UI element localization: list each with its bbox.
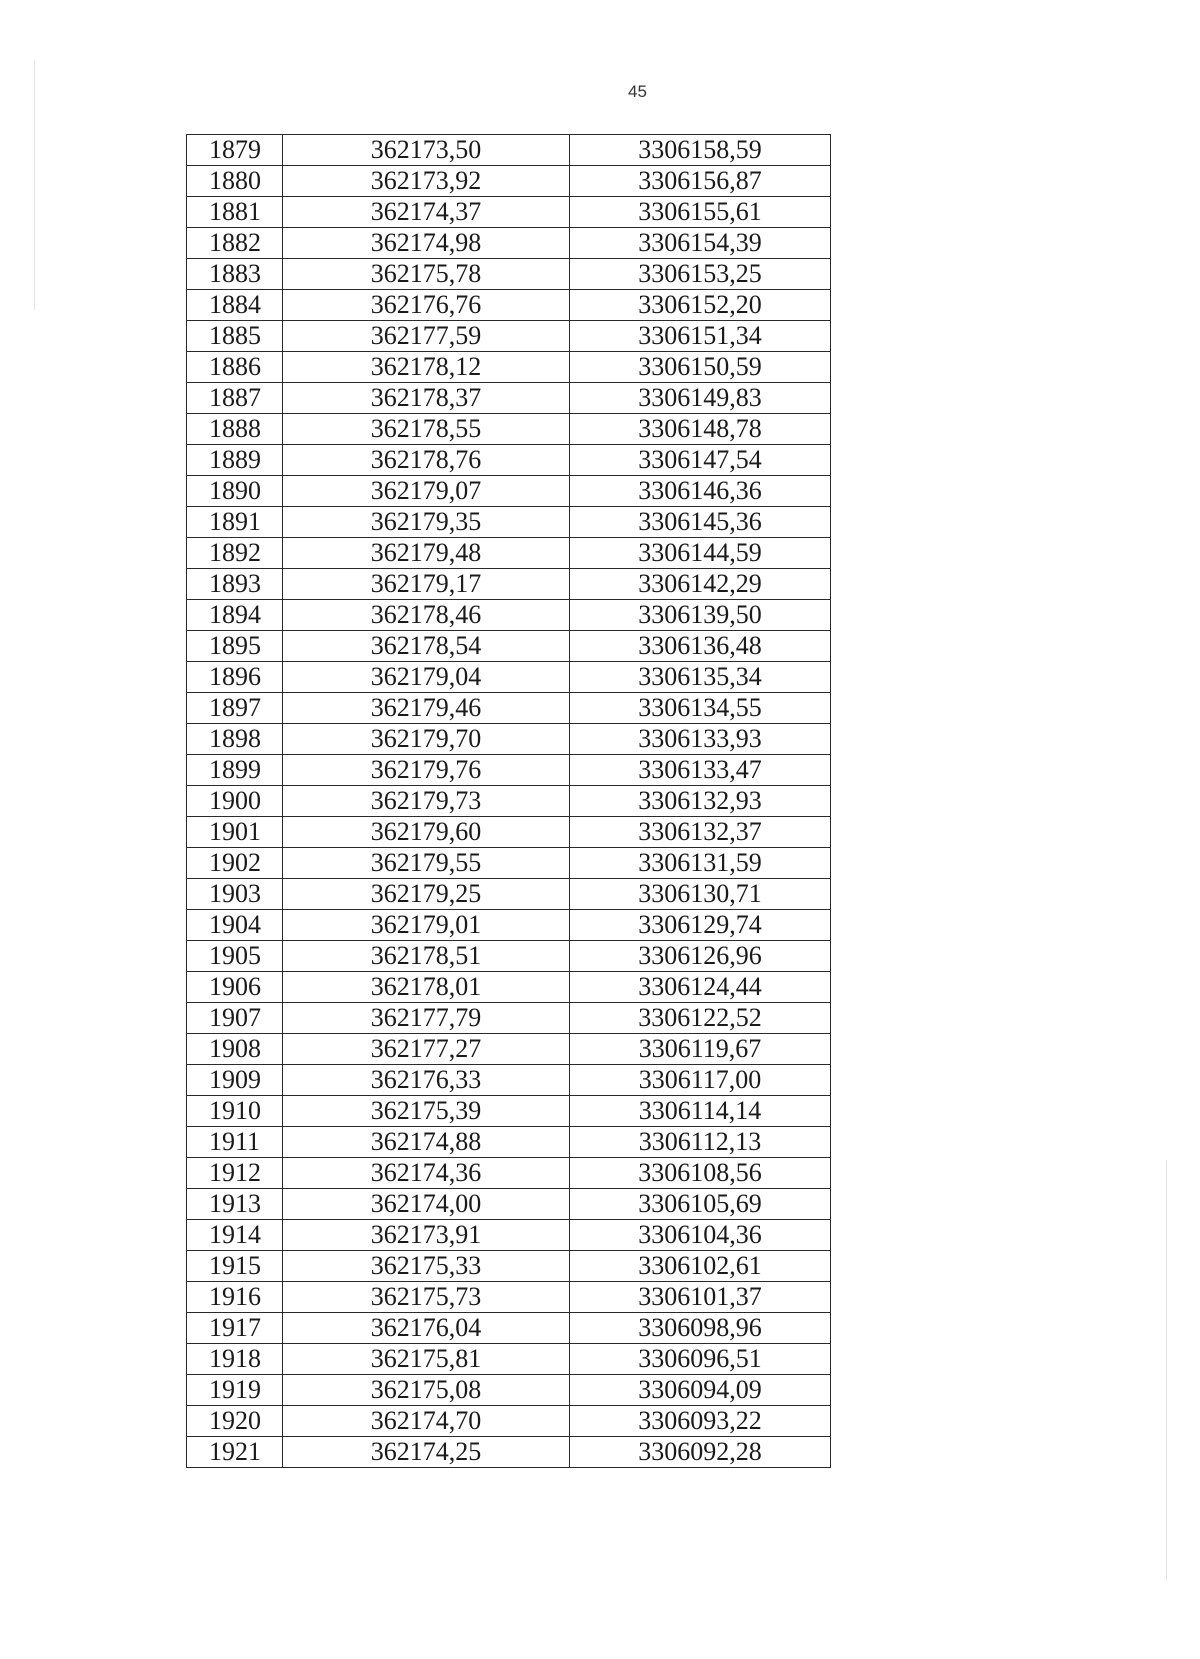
x-coordinate-cell: 362173,91 [283,1220,570,1251]
y-coordinate-cell: 3306133,47 [570,755,831,786]
y-coordinate-cell: 3306117,00 [570,1065,831,1096]
y-coordinate-cell: 3306093,22 [570,1406,831,1437]
point-number-cell: 1885 [187,321,283,352]
x-coordinate-cell: 362175,78 [283,259,570,290]
scan-artifact-left [34,60,35,310]
point-number-cell: 1900 [187,786,283,817]
table-row [187,972,831,1003]
table-row [187,1375,831,1406]
x-coordinate-cell: 362179,73 [283,786,570,817]
scan-artifact-right [1166,1160,1167,1580]
y-coordinate-cell: 3306146,36 [570,476,831,507]
x-coordinate-cell: 362174,88 [283,1127,570,1158]
x-coordinate-cell: 362174,00 [283,1189,570,1220]
table-row [187,1282,831,1313]
point-number-cell: 1882 [187,228,283,259]
point-number-cell: 1888 [187,414,283,445]
y-coordinate-cell: 3306150,59 [570,352,831,383]
y-coordinate-cell: 3306101,37 [570,1282,831,1313]
table-row [187,352,831,383]
x-coordinate-cell: 362175,39 [283,1096,570,1127]
x-coordinate-cell: 362178,55 [283,414,570,445]
y-coordinate-cell: 3306131,59 [570,848,831,879]
y-coordinate-cell: 3306119,67 [570,1034,831,1065]
y-coordinate-cell: 3306105,69 [570,1189,831,1220]
table-row [187,259,831,290]
point-number-cell: 1881 [187,197,283,228]
point-number-cell: 1913 [187,1189,283,1220]
table-row [187,507,831,538]
table-row [187,197,831,228]
x-coordinate-cell: 362174,36 [283,1158,570,1189]
y-coordinate-cell: 3306147,54 [570,445,831,476]
y-coordinate-cell: 3306145,36 [570,507,831,538]
x-coordinate-cell: 362179,17 [283,569,570,600]
x-coordinate-cell: 362177,27 [283,1034,570,1065]
point-number-cell: 1904 [187,910,283,941]
x-coordinate-cell: 362175,33 [283,1251,570,1282]
x-coordinate-cell: 362179,25 [283,879,570,910]
table-row [187,135,831,166]
point-number-cell: 1909 [187,1065,283,1096]
point-number-cell: 1897 [187,693,283,724]
point-number-cell: 1911 [187,1127,283,1158]
y-coordinate-cell: 3306142,29 [570,569,831,600]
coordinates-table [186,134,831,1468]
x-coordinate-cell: 362176,33 [283,1065,570,1096]
table-row [187,600,831,631]
y-coordinate-cell: 3306098,96 [570,1313,831,1344]
point-number-cell: 1892 [187,538,283,569]
table-row [187,1437,831,1468]
point-number-cell: 1912 [187,1158,283,1189]
x-coordinate-cell: 362174,25 [283,1437,570,1468]
point-number-cell: 1914 [187,1220,283,1251]
y-coordinate-cell: 3306130,71 [570,879,831,910]
table-row [187,910,831,941]
point-number-cell: 1895 [187,631,283,662]
y-coordinate-cell: 3306151,34 [570,321,831,352]
y-coordinate-cell: 3306132,93 [570,786,831,817]
x-coordinate-cell: 362179,48 [283,538,570,569]
x-coordinate-cell: 362178,12 [283,352,570,383]
y-coordinate-cell: 3306148,78 [570,414,831,445]
table-row [187,1406,831,1437]
point-number-cell: 1879 [187,135,283,166]
y-coordinate-cell: 3306149,83 [570,383,831,414]
point-number-cell: 1917 [187,1313,283,1344]
x-coordinate-cell: 362175,08 [283,1375,570,1406]
y-coordinate-cell: 3306108,56 [570,1158,831,1189]
point-number-cell: 1896 [187,662,283,693]
x-coordinate-cell: 362178,51 [283,941,570,972]
table-row [187,631,831,662]
y-coordinate-cell: 3306114,14 [570,1096,831,1127]
x-coordinate-cell: 362174,98 [283,228,570,259]
x-coordinate-cell: 362178,37 [283,383,570,414]
table-row [187,1127,831,1158]
table-row [187,1251,831,1282]
table-row [187,817,831,848]
y-coordinate-cell: 3306124,44 [570,972,831,1003]
x-coordinate-cell: 362175,73 [283,1282,570,1313]
x-coordinate-cell: 362173,92 [283,166,570,197]
y-coordinate-cell: 3306156,87 [570,166,831,197]
table-row [187,1158,831,1189]
y-coordinate-cell: 3306136,48 [570,631,831,662]
point-number-cell: 1891 [187,507,283,538]
table-row [187,786,831,817]
x-coordinate-cell: 362175,81 [283,1344,570,1375]
x-coordinate-cell: 362176,76 [283,290,570,321]
x-coordinate-cell: 362176,04 [283,1313,570,1344]
x-coordinate-cell: 362178,54 [283,631,570,662]
x-coordinate-cell: 362179,55 [283,848,570,879]
point-number-cell: 1921 [187,1437,283,1468]
x-coordinate-cell: 362173,50 [283,135,570,166]
y-coordinate-cell: 3306154,39 [570,228,831,259]
table-row [187,1313,831,1344]
y-coordinate-cell: 3306153,25 [570,259,831,290]
point-number-cell: 1919 [187,1375,283,1406]
table-row [187,538,831,569]
x-coordinate-cell: 362174,70 [283,1406,570,1437]
y-coordinate-cell: 3306092,28 [570,1437,831,1468]
table-row [187,1003,831,1034]
point-number-cell: 1889 [187,445,283,476]
y-coordinate-cell: 3306096,51 [570,1344,831,1375]
table-row [187,321,831,352]
point-number-cell: 1884 [187,290,283,321]
table-row [187,383,831,414]
x-coordinate-cell: 362178,01 [283,972,570,1003]
table-row [187,1189,831,1220]
point-number-cell: 1899 [187,755,283,786]
point-number-cell: 1906 [187,972,283,1003]
y-coordinate-cell: 3306133,93 [570,724,831,755]
y-coordinate-cell: 3306126,96 [570,941,831,972]
table-row [187,228,831,259]
x-coordinate-cell: 362179,70 [283,724,570,755]
y-coordinate-cell: 3306122,52 [570,1003,831,1034]
table-row [187,693,831,724]
y-coordinate-cell: 3306155,61 [570,197,831,228]
y-coordinate-cell: 3306139,50 [570,600,831,631]
point-number-cell: 1890 [187,476,283,507]
y-coordinate-cell: 3306104,36 [570,1220,831,1251]
point-number-cell: 1918 [187,1344,283,1375]
point-number-cell: 1887 [187,383,283,414]
y-coordinate-cell: 3306102,61 [570,1251,831,1282]
table-row [187,848,831,879]
table-row [187,941,831,972]
x-coordinate-cell: 362179,46 [283,693,570,724]
table-row [187,290,831,321]
table-row [187,414,831,445]
table-row [187,1344,831,1375]
point-number-cell: 1910 [187,1096,283,1127]
x-coordinate-cell: 362177,59 [283,321,570,352]
y-coordinate-cell: 3306134,55 [570,693,831,724]
x-coordinate-cell: 362174,37 [283,197,570,228]
point-number-cell: 1886 [187,352,283,383]
x-coordinate-cell: 362178,46 [283,600,570,631]
table-row [187,724,831,755]
y-coordinate-cell: 3306144,59 [570,538,831,569]
table-row [187,1220,831,1251]
table-row [187,476,831,507]
point-number-cell: 1908 [187,1034,283,1065]
point-number-cell: 1907 [187,1003,283,1034]
y-coordinate-cell: 3306135,34 [570,662,831,693]
table-row [187,879,831,910]
point-number-cell: 1903 [187,879,283,910]
y-coordinate-cell: 3306158,59 [570,135,831,166]
table-row [187,569,831,600]
point-number-cell: 1905 [187,941,283,972]
point-number-cell: 1902 [187,848,283,879]
point-number-cell: 1901 [187,817,283,848]
table-row [187,1096,831,1127]
x-coordinate-cell: 362179,35 [283,507,570,538]
x-coordinate-cell: 362179,01 [283,910,570,941]
x-coordinate-cell: 362179,07 [283,476,570,507]
page-number: 45 [628,82,647,101]
coordinates-table-body [187,135,831,1468]
table-row [187,1065,831,1096]
y-coordinate-cell: 3306094,09 [570,1375,831,1406]
x-coordinate-cell: 362179,76 [283,755,570,786]
x-coordinate-cell: 362178,76 [283,445,570,476]
point-number-cell: 1894 [187,600,283,631]
point-number-cell: 1916 [187,1282,283,1313]
x-coordinate-cell: 362177,79 [283,1003,570,1034]
point-number-cell: 1880 [187,166,283,197]
y-coordinate-cell: 3306112,13 [570,1127,831,1158]
y-coordinate-cell: 3306132,37 [570,817,831,848]
point-number-cell: 1898 [187,724,283,755]
table-row [187,1034,831,1065]
point-number-cell: 1883 [187,259,283,290]
point-number-cell: 1893 [187,569,283,600]
table-row [187,662,831,693]
x-coordinate-cell: 362179,04 [283,662,570,693]
point-number-cell: 1915 [187,1251,283,1282]
table-row [187,755,831,786]
point-number-cell: 1920 [187,1406,283,1437]
y-coordinate-cell: 3306152,20 [570,290,831,321]
table-row [187,445,831,476]
y-coordinate-cell: 3306129,74 [570,910,831,941]
table-row [187,166,831,197]
x-coordinate-cell: 362179,60 [283,817,570,848]
